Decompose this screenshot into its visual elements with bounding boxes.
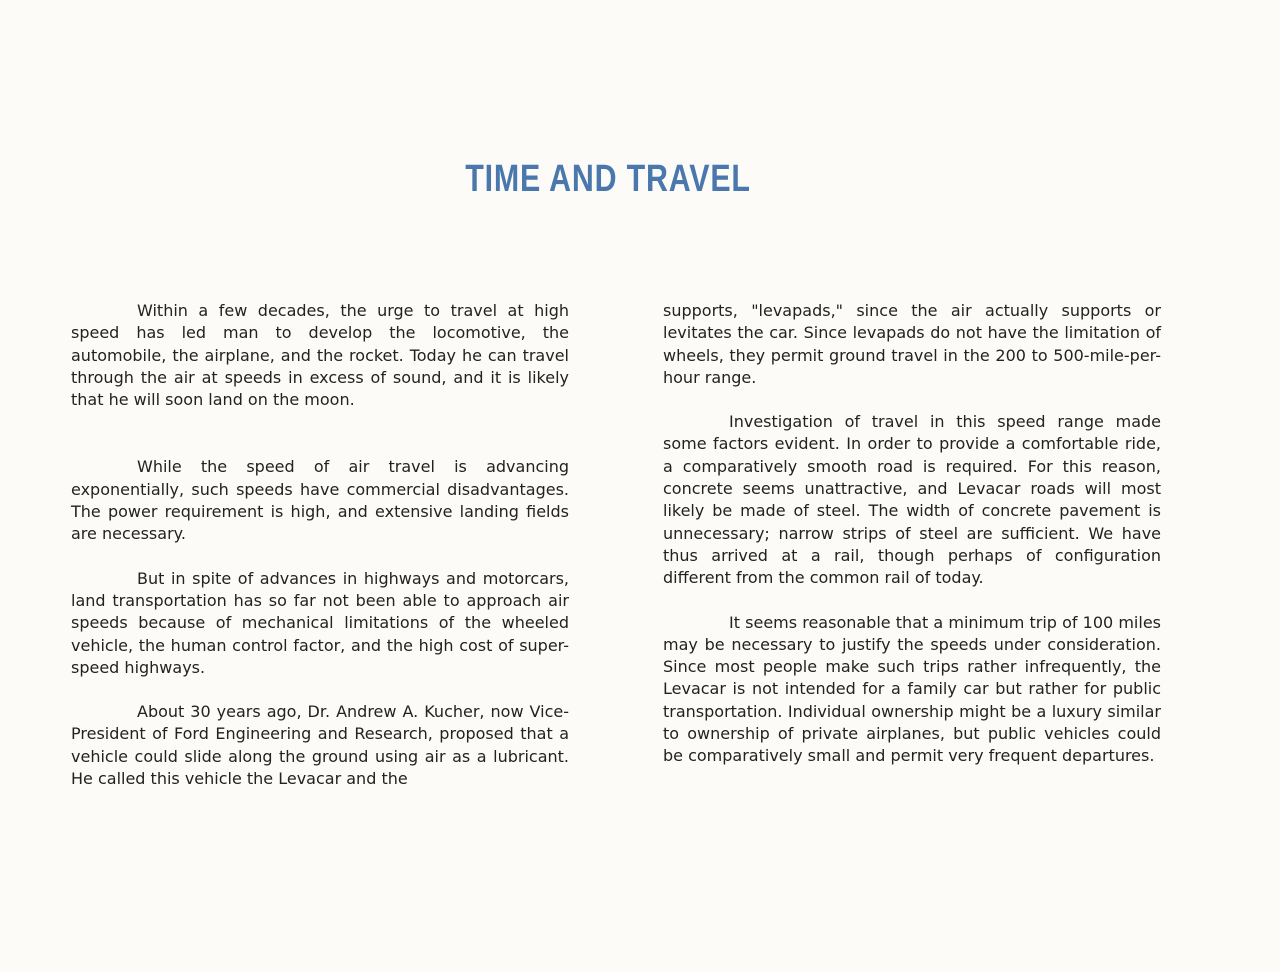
left-column (71, 300, 569, 790)
paragraph-urge-to-travel: Within a few decades, the urge to travel at high speed has led man to develop the locomotive, the automobile, the airplane, and the rocket. Today he can travel through the air at speeds in excess of sound, and it is likely that he will soon land on the moon. (71, 301, 569, 410)
paragraph-levapads: supports, "levapads," since the air actually supports or levitates the car. Since levapads do not have the limitation of wheels, they permit ground travel in the 200 to 500-mile-per-hour range. (663, 301, 1161, 387)
paragraph-speed-range: Investigation of travel in this speed range made some factors evident. In order to provide a comfortable ride, a comparatively smooth road is required. For this reason, concrete seems unattractive, and Levacar roads will most likely be made of steel. The width of concrete pavement is unnecessary; narrow strips of steel are sufficient. We have thus arrived at a rail, though perhaps of configuration different from the common rail of today. (663, 412, 1161, 588)
paragraph-minimum-trip: It seems reasonable that a minimum trip of 100 miles may be necessary to justify the speeds under consideration. Since most people make such trips rather infrequently, the Levacar is not intended for a family car but rather for public transportation. Individual ownership might be a luxury similar to ownership of private airplanes, but public vehicles could be comparatively small and permit very frequent departures. (663, 612, 1161, 766)
right-column (663, 300, 1161, 768)
page-title: TIME AND TRAVEL (465, 158, 751, 200)
paragraph-air-travel: While the speed of air travel is advancing exponentially, such speeds have commercial disadvantages. The power requirement is high, and extensive landing fields are necessary. (71, 457, 569, 544)
paragraph-land-transportation: But in spite of advances in highways and motorcars, land transportation has so far not been able to approach air speeds because of mechanical limitations of the wheeled vehicle, the human control factor, and the high cost of super-speed highways. (71, 568, 569, 677)
paragraph-levacar-origin: About 30 years ago, Dr. Andrew A. Kucher, now Vice-President of Ford Engineering and Research, proposed that a vehicle could slide along the ground using air as a lubricant. He called this vehicle the Levacar and the (71, 702, 569, 789)
